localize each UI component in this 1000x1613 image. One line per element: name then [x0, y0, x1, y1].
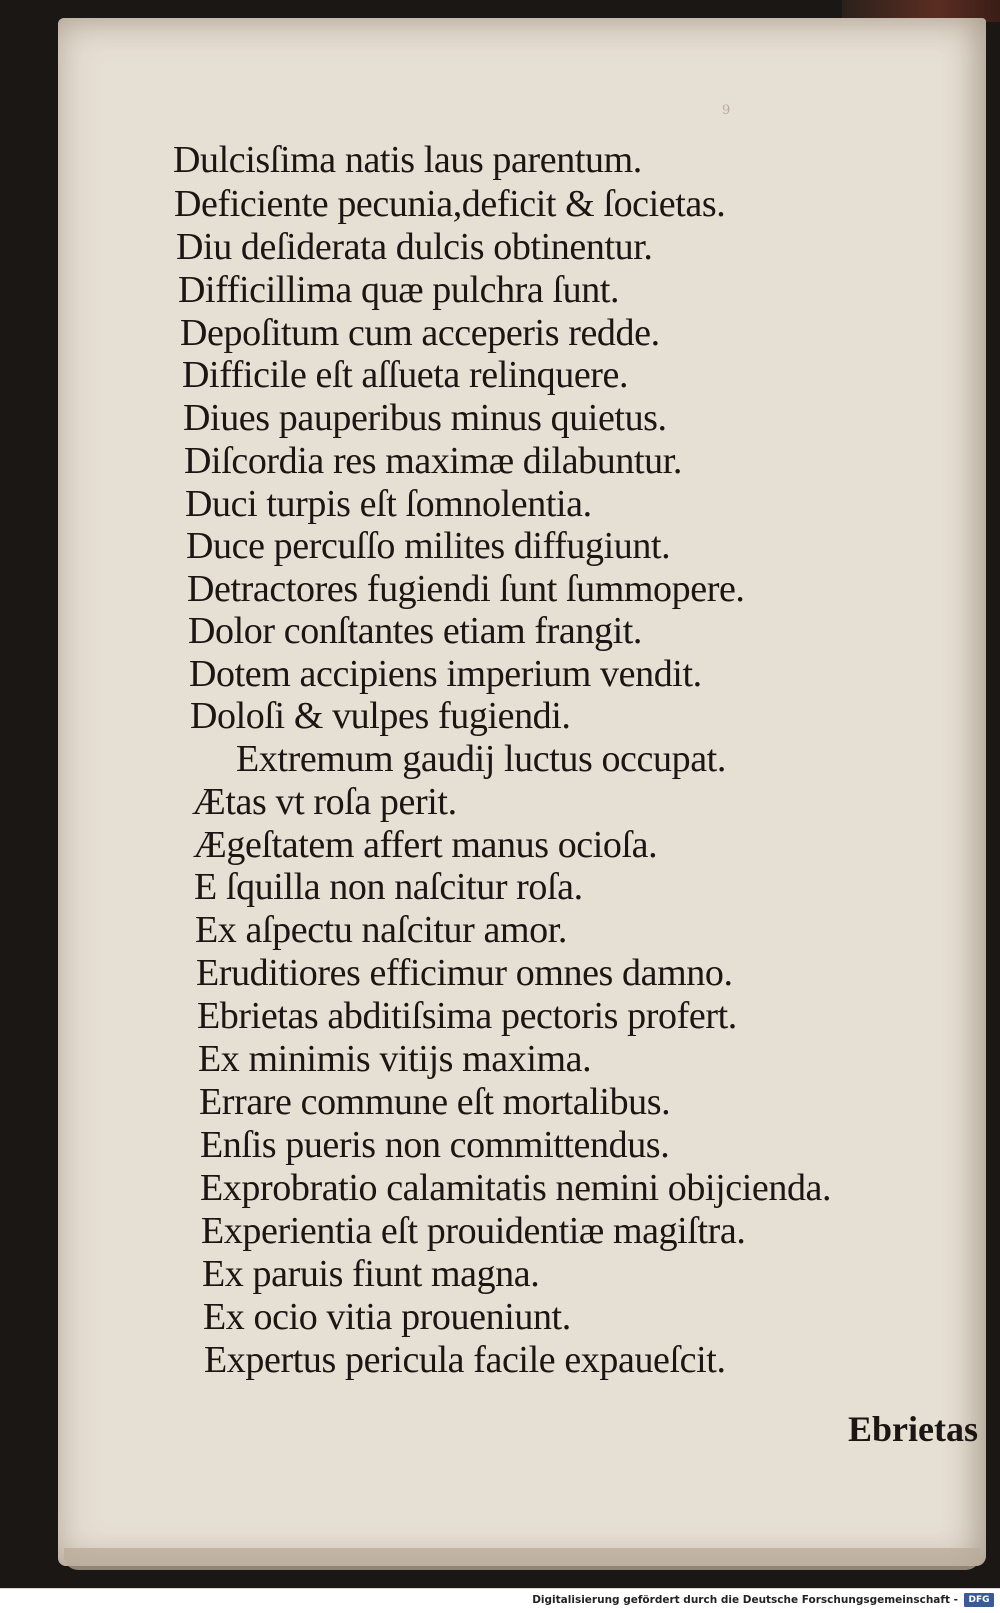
text-line: Deficiente pecunia,deficit & ſocietas.: [174, 183, 726, 225]
text-line: Ex paruis fiunt magna.: [202, 1253, 540, 1295]
text-line: E ſquilla non naſcitur roſa.: [194, 866, 583, 908]
text-line: Exprobratio calamitatis nemini obijcienda.: [200, 1167, 832, 1209]
text-line: Dolor conſtantes etiam frangit.: [188, 610, 643, 652]
text-line: Depoſitum cum acceperis redde.: [180, 312, 660, 354]
text-line: Duci turpis eſt ſomnolentia.: [185, 483, 592, 525]
text-line: Duce percuſſo milites diffugiunt.: [186, 525, 671, 567]
text-line: Diues pauperibus minus quietus.: [183, 397, 667, 439]
text-line: Dulcisſima natis laus parentum.: [173, 139, 642, 181]
folio-mark: 9: [722, 103, 731, 118]
text-line: Ægeſtatem affert manus ocioſa.: [193, 824, 658, 866]
text-line: Enſis pueris non committendus.: [200, 1124, 670, 1166]
text-line: Ex ocio vitia proueniunt.: [203, 1296, 571, 1338]
text-line: Diu deſiderata dulcis obtinentur.: [176, 226, 653, 268]
text-line: Errare commune eſt mortalibus.: [199, 1081, 671, 1123]
text-line: Ebrietas abditiſsima pectoris profert.: [197, 995, 737, 1037]
text-line: Difficile eſt aſſueta relinquere.: [182, 354, 629, 396]
text-line: Extremum gaudij luctus occupat.: [236, 738, 726, 780]
digitization-footer: [0, 1588, 1000, 1613]
text-line: Ex minimis vitijs maxima.: [198, 1038, 592, 1080]
dfg-logo: DFG: [964, 1593, 994, 1607]
text-line: Ex aſpectu naſcitur amor.: [195, 909, 567, 951]
text-line: Experientia eſt prouidentiæ magiſtra.: [201, 1210, 746, 1252]
catchword: Ebrietas: [848, 1409, 978, 1449]
text-line: Detractores fugiendi ſunt ſummopere.: [187, 568, 745, 610]
text-line: Difficillima quæ pulchra ſunt.: [178, 269, 620, 311]
text-line: Diſcordia res maximæ dilabuntur.: [184, 440, 682, 482]
text-line: Ætas vt roſa perit.: [192, 781, 457, 823]
text-line: Eruditiores efficimur omnes damno.: [196, 952, 733, 994]
footer-credit: Digitalisierung gefördert durch die Deutsche Forschungsgemeinschaft -: [532, 1594, 958, 1606]
text-line: Dotem accipiens imperium vendit.: [189, 653, 702, 695]
text-line: Doloſi & vulpes fugiendi.: [190, 695, 571, 737]
text-line: Expertus pericula facile expaueſcit.: [204, 1339, 726, 1381]
